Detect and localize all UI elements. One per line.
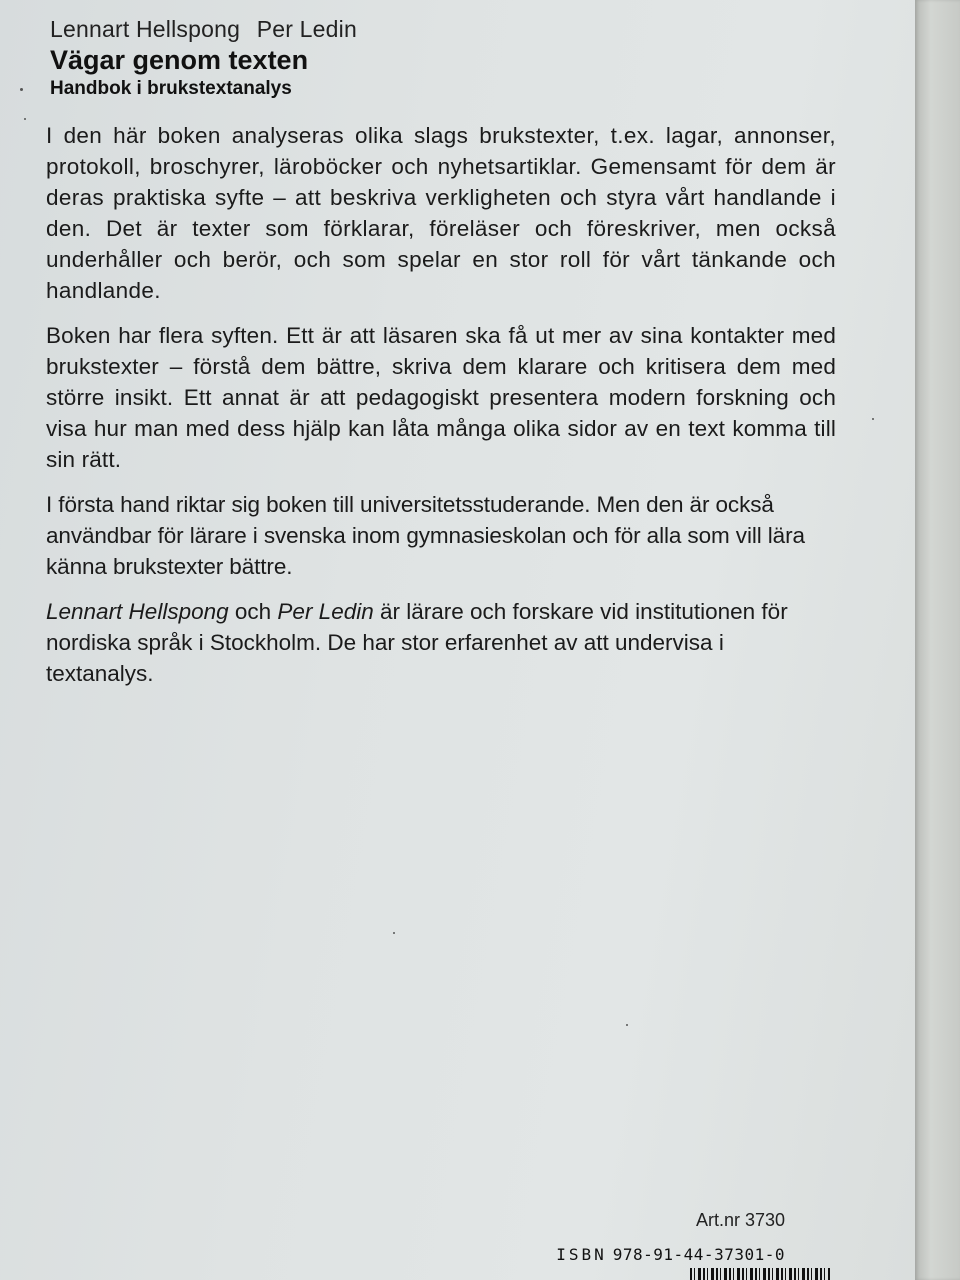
dust-speck — [20, 88, 23, 91]
author-bio-paragraph — [46, 596, 836, 689]
blurb-paragraph-2: Boken har flera syften. Ett är att läsaren ska få ut mer av sina kontakter med brukstexter – förstå dem bättre, skriva dem klarare och kritisera dem med större insikt. Ett annat är att pedagogiskt presentera modern forskning och visa hur man med dess hjälp kan låta många olika sidor av en text komma till sin rätt. — [46, 323, 836, 472]
book-title: Vägar genom texten — [50, 45, 309, 75]
blurb-paragraph-3: I första hand riktar sig boken till universitetsstuderande. Men den är också användbar för lärare i svenska inom gymnasieskolan och för alla som vill lära känna brukstexter bättre. — [46, 492, 805, 579]
bio-author-2: Per Ledin — [277, 599, 374, 624]
author-name-2: Per Ledin — [256, 16, 357, 42]
book-subtitle: Handbok i brukstextanalys — [50, 78, 292, 99]
dust-speck — [393, 932, 395, 934]
dust-speck — [872, 418, 874, 420]
dust-speck — [626, 1024, 628, 1026]
bio-text: är lärare och forskare vid institutionen för nordiska språk i Stockholm. De har stor erfarenhet av att undervisa i textanalys. — [46, 599, 788, 686]
blurb-text — [46, 120, 836, 703]
cover-edge — [915, 0, 960, 1280]
isbn-number: 978-91-44-37301-0 — [612, 1245, 785, 1264]
isbn-line — [556, 1245, 785, 1264]
author-names — [50, 14, 550, 44]
bio-conjunction: och — [228, 599, 278, 624]
article-number: Art.nr 3730 — [695, 1210, 785, 1230]
author-name-1: Lennart Hellspong — [50, 16, 241, 42]
cover-header — [50, 14, 550, 102]
isbn-label: ISBN — [556, 1245, 607, 1264]
dust-speck — [24, 118, 26, 120]
bio-author-1: Lennart Hellspong — [46, 599, 229, 624]
barcode — [690, 1268, 830, 1280]
blurb-paragraph-1: I den här boken analyseras olika slags brukstexter, t.ex. lagar, annonser, protokoll, broschyrer, läroböcker och nyhetsartiklar. Gemensamt för dem är deras praktiska syfte – att beskriva verkligheten och styra vårt handlande i den. Det är texter som förklarar, föreläser och föreskriver, men också underhåller och berör, och som spelar en stor roll för vårt tänkande och handlande. — [46, 123, 836, 303]
